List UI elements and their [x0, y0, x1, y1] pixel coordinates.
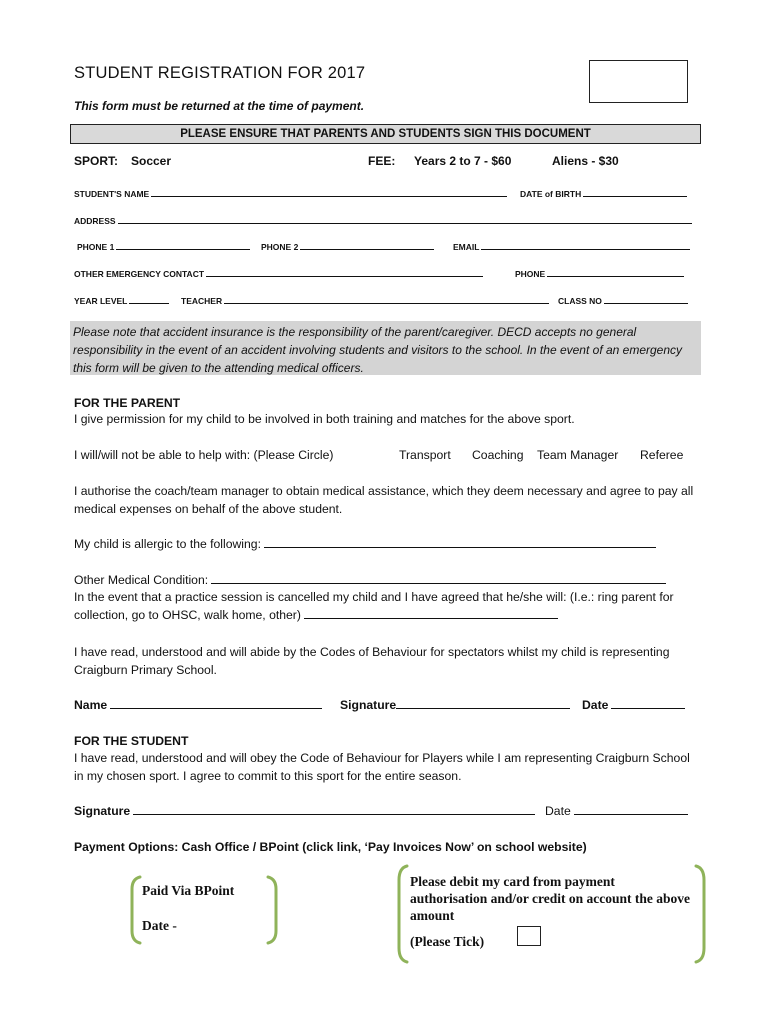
tick-checkbox[interactable]: [517, 926, 541, 946]
codes-text: I have read, understood and will abide by the Codes of Behaviour for spectators whilst my child is representing Craigburn Primary School.: [74, 645, 670, 677]
student-heading: FOR THE STUDENT: [74, 734, 189, 748]
phone2-label: PHONE 2: [261, 242, 299, 252]
dob-label: DATE of BIRTH: [520, 189, 582, 199]
parent-signature-label: Signature: [340, 698, 397, 712]
help-option-referee[interactable]: Referee: [640, 448, 684, 462]
sign-banner: PLEASE ENSURE THAT PARENTS AND STUDENTS SIGN THIS DOCUMENT: [70, 124, 701, 144]
emergency-phone-label: PHONE: [515, 269, 546, 279]
parent-permission: I give permission for my child to be involved in both training and matches for the above sport.: [74, 412, 575, 426]
teacher-label: TEACHER: [181, 296, 223, 306]
students-name-label: STUDENT'S NAME: [74, 189, 150, 199]
student-signature-label: Signature: [74, 804, 131, 818]
student-agreement: I have read, understood and will obey the Code of Behaviour for Players while I am representing Craigburn School in my chosen sport. I agree to commit to this sport for the entire season.: [74, 751, 690, 783]
phone1-label: PHONE 1: [77, 242, 115, 252]
class-no-label: CLASS NO: [558, 296, 602, 306]
help-prompt: I will/will not be able to help with: (Please Circle): [74, 448, 334, 462]
bpoint-left-bracket: [132, 877, 140, 943]
sport-label: SPORT:: [74, 154, 119, 168]
emergency-contact-label: OTHER EMERGENCY CONTACT: [74, 269, 205, 279]
year-level-label: YEAR LEVEL: [74, 296, 128, 306]
payment-options: Payment Options: Cash Office / BPoint (click link, ‘Pay Invoices Now’ on school website): [74, 840, 587, 854]
bpoint-date: Date -: [142, 918, 177, 933]
fee-label: FEE:: [368, 154, 396, 168]
paid-via-bpoint: Paid Via BPoint: [142, 883, 235, 898]
sport-value: Soccer: [131, 154, 172, 168]
debit-right-bracket: [696, 866, 704, 962]
please-tick-label: (Please Tick): [410, 934, 485, 949]
student-date-label: Date: [545, 804, 571, 818]
cancelled-label: In the event that a practice session is cancelled my child and I have agreed that he/she will: (I.e.: ring parent for collection, go to OHSC, walk home, other): [74, 590, 674, 622]
debit-left-bracket: [399, 866, 407, 962]
form-subtitle: This form must be returned at the time of payment.: [74, 99, 365, 113]
fee-aliens: Aliens - $30: [552, 154, 619, 168]
parent-heading: FOR THE PARENT: [74, 396, 181, 410]
email-label: EMAIL: [453, 242, 480, 252]
bpoint-right-bracket: [268, 877, 276, 943]
help-option-coaching[interactable]: Coaching: [472, 448, 524, 462]
fee-years: Years 2 to 7 - $60: [414, 154, 512, 168]
parent-name-label: Name: [74, 698, 108, 712]
authorise-text: I authorise the coach/team manager to obtain medical assistance, which they deem necessary and agree to pay all medical expenses on behalf of the above student.: [74, 484, 694, 516]
allergic-label: My child is allergic to the following:: [74, 537, 261, 551]
other-medical-label: Other Medical Condition:: [74, 573, 209, 587]
form-title: STUDENT REGISTRATION FOR 2017: [74, 64, 366, 82]
parent-date-label: Date: [582, 698, 609, 712]
debit-card-text: Please debit my card from payment authorisation and/or credit on account the above amount: [410, 874, 691, 923]
address-label: ADDRESS: [74, 216, 116, 226]
help-option-team-manager[interactable]: Team Manager: [537, 448, 619, 462]
help-option-transport[interactable]: Transport: [399, 448, 451, 462]
insurance-note: Please note that accident insurance is the responsibility of the parent/caregiver. DECD accepts no general responsibility in the event of an accident involving students and visitors to the school. In the event of an emergency this form will be given to the attending medical officers.: [70, 321, 701, 375]
